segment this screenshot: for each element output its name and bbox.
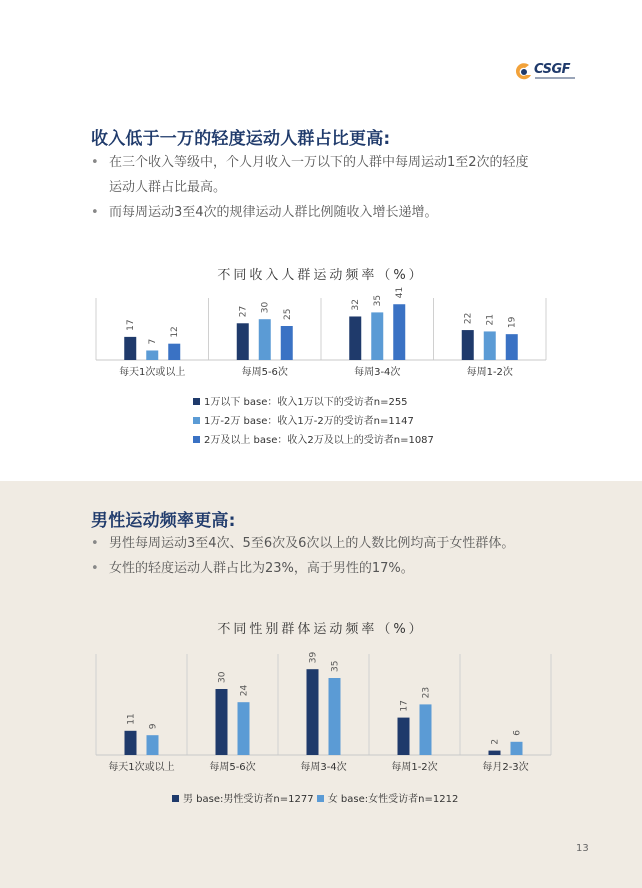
data-label: 19 — [507, 316, 518, 329]
bullet-text: 在三个收入等级中，个人月收入一万以下的人群中每周运动1至2次的轻度 — [109, 155, 529, 170]
data-label: 41 — [395, 286, 406, 299]
bullet-item — [91, 531, 611, 556]
chart1-title: 不同收入人群运动频率（%） — [217, 268, 425, 283]
category-label: 每周3-4次 — [354, 367, 401, 378]
bar — [237, 323, 249, 360]
bullet-text: 女性的轻度运动人群占比为23%，高于男性的17%。 — [109, 561, 414, 576]
bar — [511, 742, 523, 755]
bar — [489, 751, 501, 755]
data-label: 35 — [330, 660, 341, 672]
legend-swatch — [317, 795, 324, 802]
data-label: 30 — [217, 671, 228, 683]
section1-bullets — [91, 150, 581, 225]
bar — [329, 678, 341, 755]
section1-heading: 收入低于一万的轻度运动人群占比更高: — [91, 129, 391, 149]
chart1-legend — [193, 393, 434, 450]
data-label: 21 — [485, 313, 496, 326]
legend-item — [172, 794, 314, 805]
data-label: 17 — [399, 700, 410, 712]
page-number: 13 — [576, 843, 589, 854]
legend-item — [193, 393, 434, 412]
bar — [125, 731, 137, 755]
logo-text: CSGF — [534, 62, 570, 77]
bar — [216, 689, 228, 755]
income-frequency-chart — [0, 286, 642, 396]
csgf-logo — [514, 60, 578, 84]
bar — [506, 334, 518, 360]
data-label: 7 — [148, 338, 159, 345]
bar — [168, 344, 180, 360]
bullet-text: 男性每周运动3至4次、5至6次及6次以上的人数比例均高于女性群体。 — [109, 536, 515, 551]
data-label: 6 — [512, 730, 523, 736]
chart2-title: 不同性别群体运动频率（%） — [217, 622, 425, 637]
section2-bullets — [91, 531, 611, 581]
legend-item — [193, 412, 434, 431]
bar — [484, 331, 496, 360]
bar — [259, 319, 271, 360]
legend-item — [193, 431, 434, 450]
data-label: 30 — [260, 301, 271, 314]
data-label: 35 — [373, 294, 384, 307]
bar — [462, 330, 474, 360]
legend-label: 女 base:女性受访者n=1212 — [327, 794, 459, 805]
category-label: 每天1次或以上 — [108, 762, 175, 773]
category-label: 每周1-2次 — [391, 762, 438, 773]
legend-label: 1万以下 base：收入1万以下的受访者n=255 — [204, 397, 408, 408]
bar — [371, 312, 383, 360]
data-label: 23 — [421, 686, 432, 699]
data-label: 17 — [126, 319, 137, 331]
logo-underline — [535, 77, 575, 79]
bar — [124, 337, 136, 360]
bar — [349, 316, 361, 360]
logo-mark-icon — [514, 62, 534, 82]
legend-swatch — [193, 436, 200, 443]
legend-label: 男 base:男性受访者n=1277 — [183, 794, 314, 805]
bullet-text: 而每周运动3至4次的规律运动人群比例随收入增长递增。 — [109, 205, 438, 220]
data-label: 2 — [490, 738, 501, 745]
legend-label: 1万-2万 base：收入1万-2万的受访者n=1147 — [204, 416, 414, 427]
data-label: 39 — [308, 651, 319, 664]
bar — [307, 669, 319, 755]
category-label: 每天1次或以上 — [119, 367, 186, 378]
category-label: 每月2-3次 — [482, 762, 529, 773]
data-label: 12 — [170, 326, 181, 338]
legend-swatch — [172, 795, 179, 802]
bullet-item — [91, 200, 581, 225]
bar — [398, 718, 410, 755]
bar — [393, 304, 405, 360]
chart2-legend — [172, 790, 458, 805]
bullet-text: 运动人群占比最高。 — [109, 180, 227, 195]
section2-heading: 男性运动频率更高: — [91, 511, 236, 531]
data-label: 9 — [148, 723, 159, 730]
data-label: 25 — [282, 308, 293, 320]
bullet-item — [91, 556, 611, 581]
bullet-item — [91, 150, 581, 200]
data-label: 11 — [126, 713, 137, 725]
category-label: 每周5-6次 — [241, 367, 288, 378]
data-label: 32 — [351, 299, 362, 311]
legend-swatch — [193, 398, 200, 405]
data-label: 27 — [238, 305, 249, 318]
data-label: 24 — [239, 684, 250, 697]
legend-label: 2万及以上 base：收入2万及以上的受访者n=1087 — [204, 435, 434, 446]
bar — [146, 350, 158, 360]
category-label: 每周1-2次 — [466, 367, 513, 378]
category-label: 每周3-4次 — [300, 762, 347, 773]
legend-item — [317, 794, 459, 805]
bar — [420, 704, 432, 755]
category-label: 每周5-6次 — [209, 762, 256, 773]
bar — [281, 326, 293, 360]
bar — [147, 735, 159, 755]
bar — [238, 702, 250, 755]
data-label: 22 — [463, 312, 474, 325]
legend-swatch — [193, 417, 200, 424]
gender-frequency-chart — [0, 640, 642, 780]
